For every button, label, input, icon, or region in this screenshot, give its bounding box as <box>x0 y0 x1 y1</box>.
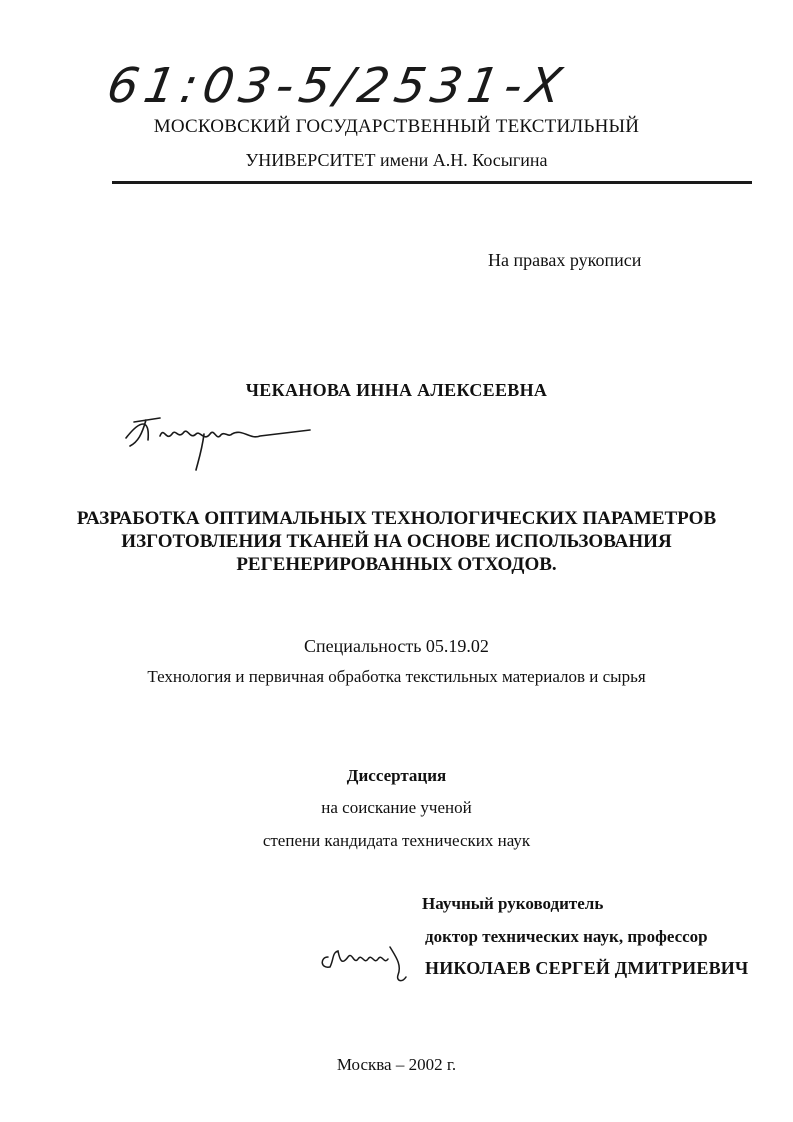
dissertation-label: Диссертация <box>346 766 447 785</box>
title-line-2: ИЗГОТОВЛЕНИЯ ТКАНЕЙ НА ОСНОВЕ ИСПОЛЬЗОВАНИЯ <box>121 531 672 552</box>
supervisor-signature <box>318 935 418 990</box>
specialty-name: Технология и первичная обработка текстильных материалов и сырья <box>147 667 646 686</box>
title-line-3: РЕГЕНЕРИРОВАННЫХ ОТХОДОВ. <box>236 554 557 575</box>
dissertation-line-1: на соискание ученой <box>321 798 472 817</box>
title-line-1: РАЗРАБОТКА ОПТИМАЛЬНЫХ ТЕХНОЛОГИЧЕСКИХ ПАРАМЕТРОВ <box>76 508 717 529</box>
dissertation-title <box>0 507 793 576</box>
author-signature <box>120 400 320 480</box>
supervisor-degree: доктор технических наук, профессор <box>425 927 708 946</box>
handwritten-registration-number: 61:03-5/2531-Х <box>103 58 572 114</box>
specialty-code: Специальность 05.19.02 <box>304 636 489 656</box>
supervisor-label: Научный руководитель <box>422 894 604 913</box>
city-year: Москва – 2002 г. <box>336 1055 457 1074</box>
author-name: ЧЕКАНОВА ИННА АЛЕКСЕЕВНА <box>245 380 548 400</box>
rights-note: На правах рукописи <box>488 250 642 270</box>
supervisor-name: НИКОЛАЕВ СЕРГЕЙ ДМИТРИЕВИЧ <box>425 958 749 978</box>
header-divider <box>112 181 752 184</box>
institution-line-1: МОСКОВСКИЙ ГОСУДАРСТВЕННЫЙ ТЕКСТИЛЬНЫЙ <box>153 116 640 137</box>
dissertation-line-2: степени кандидата технических наук <box>262 831 531 850</box>
institution-line-2: УНИВЕРСИТЕТ имени А.Н. Косыгина <box>245 150 548 170</box>
